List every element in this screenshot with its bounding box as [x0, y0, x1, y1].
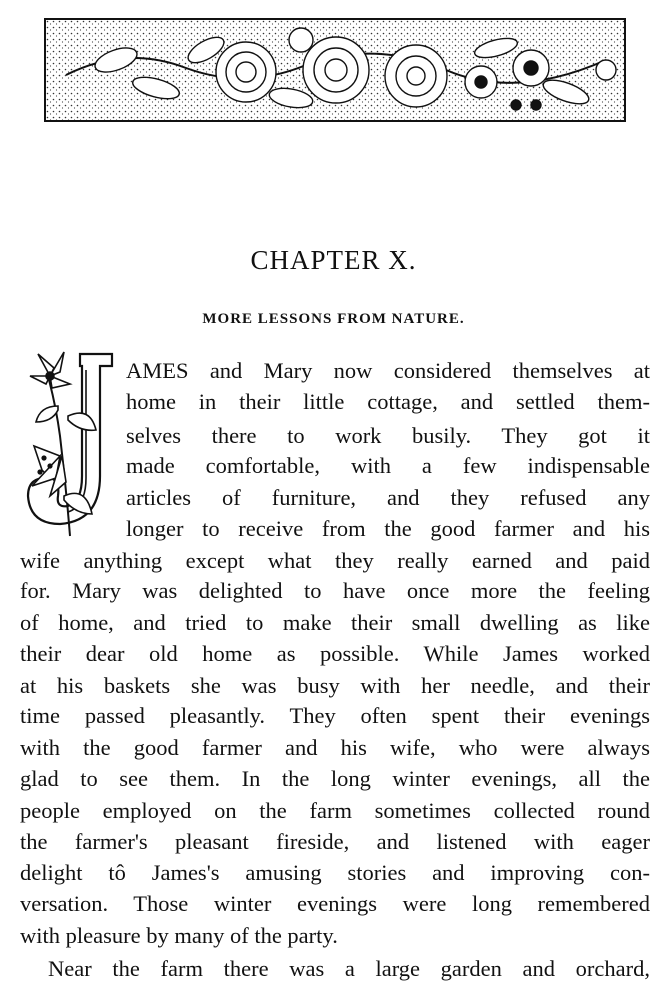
text-line: delight tô James's amusing stories and improving con- — [20, 860, 650, 885]
text-line: glad to see them. In the long winter evenings, all the — [20, 766, 650, 791]
text-line: articles of furniture, and they refused any — [126, 485, 650, 510]
text-line: of home, and tried to make their small dwelling as like — [20, 610, 650, 635]
text-line: the farmer's pleasant fireside, and listened with eager — [20, 829, 650, 854]
text-line: Near the farm there was a large garden and orchard, — [48, 956, 650, 981]
text-line: people employed on the farm sometimes collected round — [20, 798, 650, 823]
text-line: with pleasure by many of the party. — [20, 923, 338, 948]
text-line: selves there to work busily. They got it — [126, 423, 650, 448]
text-line: versation. Those winter evenings were long remembered — [20, 891, 650, 916]
text-line: with the good farmer and his wife, who were always — [20, 735, 650, 760]
rose-garland-icon — [46, 20, 624, 120]
text-line: made comfortable, with a few indispensable — [126, 453, 650, 478]
text-line: time passed pleasantly. They often spent their evenings — [20, 703, 650, 728]
text-line: their dear old home as possible. While James worked — [20, 641, 650, 666]
text-line: AMES and Mary now considered themselves at — [126, 358, 650, 383]
text-line: at his baskets she was busy with her needle, and their — [20, 673, 650, 698]
floral-banner — [44, 18, 626, 122]
text-line: home in their little cottage, and settled them- — [126, 389, 650, 414]
text-line: wife anything except what they really earned and paid — [20, 548, 650, 573]
chapter-title: CHAPTER X. — [250, 245, 417, 275]
drop-cap-j-lily-icon — [20, 346, 120, 538]
chapter-subtitle: MORE LESSONS FROM NATURE. — [202, 311, 465, 327]
text-line: longer to receive from the good farmer and his — [126, 516, 650, 541]
text-line: for. Mary was delighted to have once more the feeling — [20, 578, 650, 603]
